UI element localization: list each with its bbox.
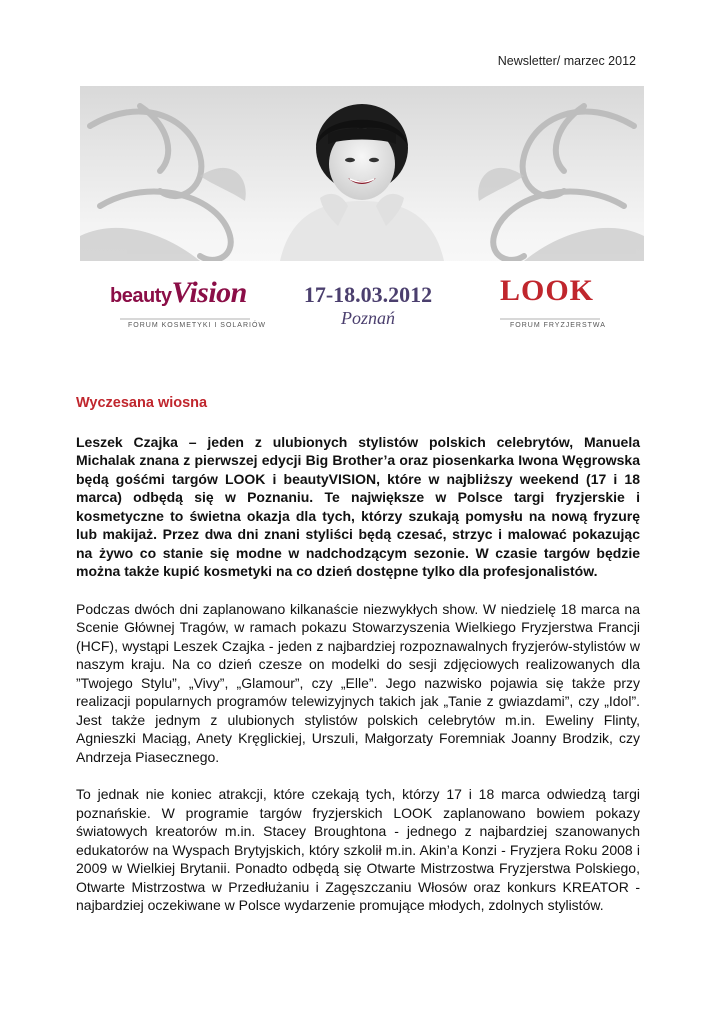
beautyvision-subtitle: FORUM KOSMETYKI I SOLARIÓW — [128, 322, 267, 329]
newsletter-header: Newsletter/ marzec 2012 — [497, 54, 636, 68]
event-banner-image — [80, 86, 644, 340]
article-lead: Leszek Czajka – jeden z ulubionych stylistów polskich celebrytów, Manuela Michalak znana z pierwszej edycji Big Brother’a oraz piosenkarka Iwona Węgrowska będą gośćmi targów LOOK i beautyVISION, które w najbliższy weekend (17 i 18 marca) odbędą się w Poznaniu. Te największe w Polsce targi fryzjerskie i kosmetyczne to świetna okazja dla tych, którzy szukają pomysłu na nową fryzurę lub makijaż. Przez dwa dni znani styliści będą czesać, strzyc i malować pokazując na żywo co stanie się modne w nadchodzącym sezonie. W czasie targów będzie można także kupić kosmetyki na co dzień dostępne tylko dla profesjonalistów. — [76, 433, 640, 579]
article — [76, 394, 640, 934]
look-subtitle: FORUM FRYZJERSTWA — [510, 322, 606, 329]
logo-vision-text: Vision — [171, 276, 247, 309]
beautyvision-logo — [110, 276, 247, 310]
article-title: Wyczesana wiosna — [76, 395, 208, 411]
event-city: Poznań — [341, 308, 395, 328]
logo-beauty-text: beauty — [110, 285, 172, 307]
event-date: 17-18.03.2012 — [303, 282, 433, 307]
look-logo: LOOK — [500, 274, 595, 307]
article-paragraph-2: To jednak nie koniec atrakcji, które czekają tych, którzy 17 i 18 marca odwiedzą targi poznańskie. W programie targów fryzjerskich LOOK zaplanowano bowiem pokazy światowych kreatorów m.in. Stacey Broughtona - jednego z najbardziej szanowanych edukatorów na Wyspach Brytyjskich, który szkolił m.in. Akin’a Konzi - Fryzjera Roku 2008 i 2009 w Wielkiej Brytanii. Ponadto odbędą się Otwarte Mistrzostwa Fryzjerstwa Polskiego, Otwarte Mistrzostwa w Przedłużaniu i Zagęszczaniu Włosów oraz konkurs KREATOR - najbardziej oczekiwane w Polsce wydarzenie promujące młodych, zdolnych stylistów. — [76, 786, 640, 913]
article-paragraph-1: Podczas dwóch dni zaplanowano kilkanaście niezwykłych show. W niedzielę 18 marca na Scenie Głównej Tragów, w ramach pokazu Stowarzyszenia Wielkiego Fryzjerstwa Francji (HCF), wystąpi Leszek Czajka - jeden z najbardziej rozpoznawalnych fryzjerów-stylistów w naszym kraju. Na co dzień czesze on modelki do sesji zdjęciowych realizowanych dla ”Twojego Stylu”, „Vivy”, „Glamour”, czy „Elle”. Jego nazwisko pojawia się także przy realizacji popularnych programów telewizyjnych takich jak „Tanie z gwiazdami”, czy „Idol”. Jest także jednym z ulubionych stylistów polskich celebrytów m.in. Eweliny Flinty, Agnieszki Maciąg, Anety Kręglickiej, Urszuli, Małgorzaty Foremniak Joanny Brodzik, czy Andrzeja Piasecznego. — [76, 600, 640, 765]
